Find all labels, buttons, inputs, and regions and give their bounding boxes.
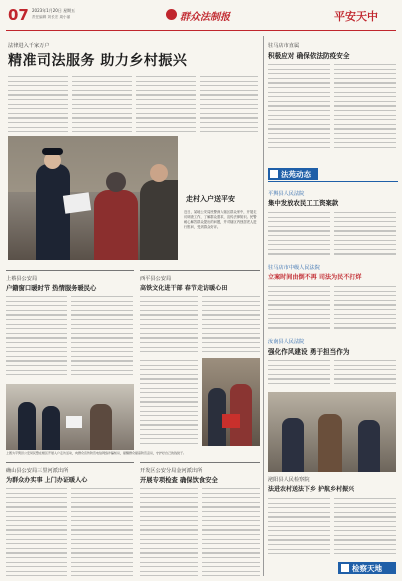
bottom-right-body-2	[334, 498, 396, 558]
br-person-3	[358, 420, 380, 472]
logo-text: 群众法制报	[180, 12, 230, 23]
bottom-right-kicker: 泌阳县人民检察院	[268, 477, 310, 483]
lead-photo	[8, 136, 178, 260]
elderly-man	[140, 180, 178, 260]
right-top-story	[268, 36, 398, 158]
mid-mid-body-2	[202, 296, 260, 356]
bottom-mid-headline: 开展专项检查 确保饮食安全	[140, 477, 218, 484]
bottom-right-headline: 法进农村送法下乡 护航乡村振兴	[268, 486, 355, 493]
column-divider	[263, 36, 264, 576]
mid-mid-body-3	[140, 360, 198, 444]
officer-cap	[42, 148, 63, 155]
law-item2-headline: 立案时间由倒不再 司法为民不打烊	[268, 274, 362, 281]
bottom-right-story	[268, 392, 398, 578]
page-header	[0, 0, 402, 36]
law-item3-headline: 强化作风建设 勇于担当作为	[268, 348, 350, 356]
lead-body-col-3	[136, 76, 196, 134]
lead-body-col-2	[72, 76, 132, 134]
bottom-mid-story	[140, 462, 260, 578]
man-head	[150, 164, 168, 182]
bottom-right-photo	[268, 392, 396, 472]
bottom-left-body-2	[71, 488, 133, 576]
section-title: 平安天中	[334, 10, 378, 23]
law-news-banner	[268, 168, 318, 180]
mid-mid-kicker: 西平县公安局	[140, 276, 172, 282]
law-item1-body-1	[268, 212, 330, 256]
bottom-left-story	[6, 462, 134, 578]
law-news-rule	[268, 181, 398, 182]
lead-photo-caption: 走村入户送平安	[186, 195, 235, 203]
law-item1-kicker: 平舆县人民法院	[268, 191, 305, 197]
paper-sheet	[63, 192, 91, 213]
law-item3-body-2	[334, 360, 396, 388]
bottom-mid-rule	[140, 462, 260, 463]
footer-title: 检察天地	[352, 564, 382, 573]
footer-icon	[341, 564, 349, 572]
law-item2-kicker: 驻马店市中级人民法院	[268, 265, 320, 271]
bottom-mid-kicker: 开发区公安分局金河派出所	[140, 468, 203, 474]
editor-line: 责任编辑 刘长宏 周小丽	[32, 15, 71, 19]
logo	[166, 6, 240, 24]
date-line: 2023年1月20日 星期五	[32, 8, 76, 13]
footer-banner	[338, 562, 396, 574]
br-person-2	[318, 414, 342, 472]
lead-kicker: 法律进入千家万户	[8, 43, 50, 49]
logo-mark-icon	[166, 9, 177, 20]
right-top-body-1	[268, 64, 330, 150]
right-top-body-2	[334, 64, 396, 150]
middle-mid-story	[140, 270, 260, 450]
law-news-icon	[270, 170, 278, 178]
mid-left-body-1	[6, 296, 67, 378]
law-news-title: 法苑动态	[281, 170, 311, 179]
bottom-mid-body-2	[202, 488, 260, 576]
bottom-photo	[6, 384, 134, 450]
woman-head	[106, 172, 126, 192]
mid-photo-box	[222, 414, 240, 428]
lead-photo-note: 近日，某地公安局民警深入辖区群众家中，开展走访调查工作，了解群众需求，宣传法律知识。民警耐心解答群众提出的问题，并对辖区内独居老人进行慰问，受到群众好评。	[184, 210, 257, 229]
mid-left-kicker: 上蔡县公安局	[6, 276, 38, 282]
law-item3-kicker: 汝南县人民法院	[268, 339, 305, 345]
mid-mid-rule	[140, 270, 260, 271]
right-top-kicker: 驻马店市直属	[268, 43, 300, 49]
law-item3-body-1	[268, 360, 330, 388]
law-item1-body-2	[334, 212, 396, 256]
law-item2-body-1	[268, 286, 330, 330]
lead-body-col-1	[8, 76, 68, 134]
law-item2-body-2	[334, 286, 396, 330]
header-rule	[6, 30, 396, 31]
middle-left-story	[6, 270, 134, 380]
bp-villager	[90, 404, 112, 450]
bottom-left-kicker: 确山县公安局三里河派出所	[6, 468, 69, 474]
page-number: 07	[8, 6, 29, 24]
mid-mid-body-1	[140, 296, 198, 356]
bottom-left-rule	[6, 462, 134, 463]
bottom-right-body-1	[268, 498, 330, 558]
lead-headline: 精准司法服务 助力乡村振兴	[8, 53, 188, 69]
mid-mid-headline: 高铁文化进干部 春节走访暖心田	[140, 285, 228, 292]
mid-left-rule	[6, 270, 134, 271]
law-news	[268, 160, 398, 388]
mid-mid-photo	[202, 358, 260, 446]
mid-left-body-2	[71, 296, 133, 378]
law-item1-headline: 集中发放农民工工资案款	[268, 199, 339, 207]
bottom-left-body-1	[6, 488, 67, 576]
bottom-photo-caption: 上图为平舆县公安局民警在辖区开展入户走访活动，向群众宣传防范电信网络诈骗知识，提醒群众提高防范意识，守护好自己的钱袋子。	[6, 451, 187, 455]
bottom-left-headline: 为群众办实事 上门办证暖人心	[6, 477, 88, 484]
bp-officer-2	[42, 406, 60, 450]
bp-officer-1	[18, 402, 36, 450]
bottom-mid-body-1	[140, 488, 198, 576]
lead-story	[6, 36, 260, 268]
elderly-woman	[94, 190, 138, 260]
right-top-headline: 积极应对 确保依法防疫安全	[268, 52, 350, 60]
bp-paper	[66, 416, 82, 428]
lead-body-col-4	[200, 76, 258, 134]
mid-left-headline: 户籍窗口暖时节 热情服务暖民心	[6, 285, 97, 292]
br-person-1	[282, 418, 304, 472]
